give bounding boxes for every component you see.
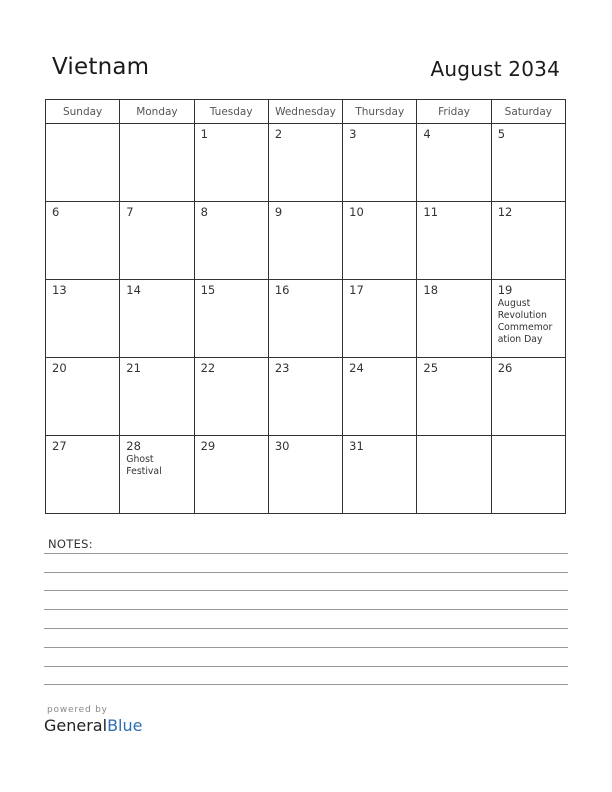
- day-cell: [491, 202, 565, 280]
- holiday-label: Ghost Festival: [126, 454, 162, 477]
- day-cell: [194, 436, 268, 514]
- day-cell: [268, 358, 342, 436]
- logo-blue: Blue: [107, 716, 143, 735]
- day-number: 14: [126, 283, 141, 297]
- week-row: [46, 358, 566, 436]
- day-cell: [268, 280, 342, 358]
- day-cell: [194, 124, 268, 202]
- weekday-header: Tuesday: [194, 100, 268, 124]
- day-number: 29: [200, 439, 216, 453]
- notes-line: [44, 628, 568, 629]
- day-cell: [46, 358, 120, 436]
- week-row: [46, 436, 566, 514]
- day-cell: [194, 280, 268, 358]
- day-number: 6: [52, 205, 60, 219]
- day-cell: [417, 358, 491, 436]
- day-number: 28: [126, 439, 141, 453]
- day-cell: [120, 202, 194, 280]
- day-cell: [417, 280, 491, 358]
- day-cell: [46, 436, 120, 514]
- notes-line: [44, 666, 568, 667]
- day-cell: [417, 202, 491, 280]
- holiday-label: August Revolution Commemor ation Day: [497, 298, 553, 345]
- notes-line: [44, 684, 568, 685]
- day-cell: [491, 358, 565, 436]
- week-row: [46, 280, 566, 358]
- day-cell: [491, 124, 565, 202]
- day-number: 1: [200, 127, 208, 141]
- notes-line: [44, 572, 568, 573]
- month-year-title: August 2034: [430, 57, 560, 81]
- day-cell: [343, 202, 417, 280]
- weekday-header: Saturday: [491, 100, 565, 124]
- weekday-header: Sunday: [46, 100, 120, 124]
- day-number: 25: [423, 361, 439, 375]
- notes-line: [44, 590, 568, 591]
- day-number: 3: [349, 127, 357, 141]
- powered-by-text: powered by: [47, 705, 108, 715]
- day-number: 13: [52, 283, 67, 297]
- notes-line: [44, 553, 568, 554]
- day-cell: [343, 124, 417, 202]
- day-number: 9: [274, 205, 283, 219]
- weekday-header: Monday: [120, 100, 194, 124]
- weekday-header: Thursday: [343, 100, 417, 124]
- notes-label: NOTES:: [48, 537, 93, 551]
- day-number: 21: [126, 361, 141, 375]
- day-cell: [120, 436, 194, 514]
- notes-line: [44, 647, 568, 648]
- day-cell: [417, 436, 491, 514]
- day-cell: [268, 202, 342, 280]
- day-cell: [120, 124, 194, 202]
- day-cell: [268, 124, 342, 202]
- weekday-header: Wednesday: [268, 100, 342, 124]
- day-number: 24: [349, 361, 364, 375]
- day-number: 10: [349, 205, 364, 219]
- weekday-header-row: [46, 100, 566, 124]
- day-number: 18: [423, 283, 439, 297]
- generalblue-logo[interactable]: [44, 716, 142, 735]
- day-number: 7: [126, 205, 134, 219]
- week-row: [46, 202, 566, 280]
- day-cell: [194, 358, 268, 436]
- day-number: 19: [497, 283, 513, 297]
- logo-general: General: [44, 716, 108, 735]
- day-cell: [491, 436, 565, 514]
- day-cell: [417, 124, 491, 202]
- day-cell: [268, 436, 342, 514]
- day-cell: [120, 358, 194, 436]
- day-cell: [194, 202, 268, 280]
- day-number: 20: [52, 361, 67, 375]
- day-number: 30: [274, 439, 290, 453]
- day-cell: [46, 124, 120, 202]
- day-number: 8: [200, 205, 208, 219]
- country-title: Vietnam: [52, 54, 150, 80]
- week-row: [46, 124, 566, 202]
- day-number: 26: [497, 361, 513, 375]
- day-cell: [46, 280, 120, 358]
- day-number: 17: [349, 283, 364, 297]
- day-number: 22: [200, 361, 216, 375]
- day-number: 2: [274, 127, 283, 141]
- calendar-grid: [45, 99, 566, 514]
- day-cell: [120, 280, 194, 358]
- day-number: 5: [497, 127, 506, 141]
- day-number: 4: [423, 127, 431, 141]
- day-number: 31: [349, 439, 364, 453]
- notes-line: [44, 609, 568, 610]
- day-number: 12: [497, 205, 513, 219]
- day-number: 27: [52, 439, 67, 453]
- day-cell: [46, 202, 120, 280]
- day-cell: [491, 280, 565, 358]
- day-cell: [343, 280, 417, 358]
- day-cell: [343, 358, 417, 436]
- day-cell: [343, 436, 417, 514]
- day-number: 16: [274, 283, 290, 297]
- weekday-header: Friday: [417, 100, 491, 124]
- day-number: 23: [274, 361, 290, 375]
- day-number: 15: [200, 283, 216, 297]
- day-number: 11: [423, 205, 439, 219]
